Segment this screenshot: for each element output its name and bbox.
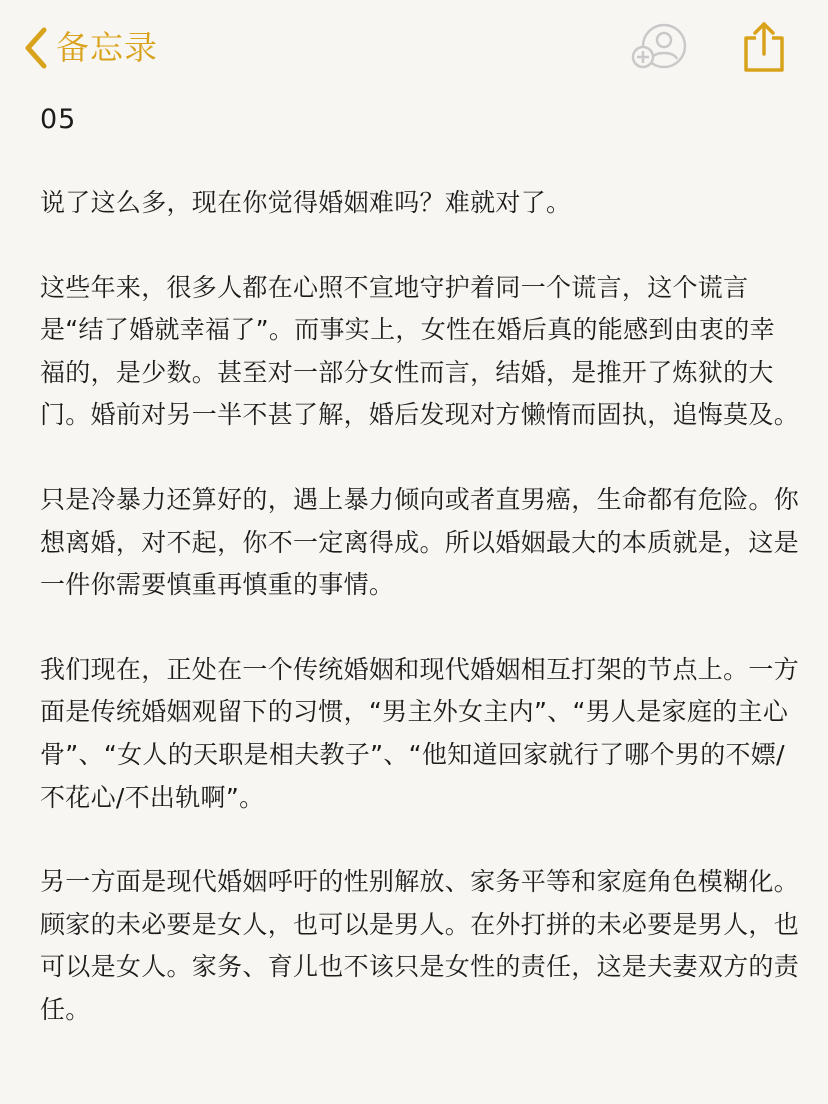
- note-paragraph: 说了这么多，现在你觉得婚姻难吗？难就对了。: [40, 188, 572, 217]
- note-heading: 05: [40, 104, 77, 135]
- share-button[interactable]: [738, 18, 790, 76]
- add-person-icon: [628, 22, 690, 74]
- back-label: 备忘录: [56, 28, 158, 67]
- chevron-left-icon: [22, 26, 50, 70]
- note-timestamp: [240, 62, 570, 82]
- back-button[interactable]: [22, 22, 158, 74]
- add-person-button[interactable]: [628, 22, 690, 74]
- note-body[interactable]: [40, 98, 800, 1074]
- note-paragraph: 只是冷暴力还算好的，遇上暴力倾向或者直男癌，生命都有危险。你想离婚，对不起，你不一定离得成。所以婚姻最大的本质就是，这是一件你需要慎重再慎重的事情。: [40, 484, 800, 600]
- note-paragraph: 另一方面是现代婚姻呼吁的性别解放、家务平等和家庭角色模糊化。顾家的未必要是女人，也可以是男人。在外打拼的未必要是男人，也可以是女人。家务、育儿也不该只是女性的责任，这是夫妻双方的责任。: [40, 867, 800, 1024]
- share-icon: [738, 18, 790, 76]
- note-paragraph: 我们现在，正处在一个传统婚姻和现代婚姻相互打架的节点上。一方面是传统婚姻观留下的习惯，“男主外女主内”、“男人是家庭的主心骨”、“女人的天职是相夫教子”、“他知道回家就行了哪个男的不嫖/不花心/不出轨啊”。: [40, 654, 800, 812]
- navigation-bar: [0, 0, 828, 96]
- note-paragraph: 这些年来，很多人都在心照不宣地守护着同一个谎言，这个谎言是“结了婚就幸福了”。而事实上，女性在婚后真的能感到由衷的幸福的，是少数。甚至对一部分女性而言，结婚，是推开了炼狱的大门。婚前对另一半不甚了解，婚后发现对方懒惰而固执，追悔莫及。: [40, 272, 800, 430]
